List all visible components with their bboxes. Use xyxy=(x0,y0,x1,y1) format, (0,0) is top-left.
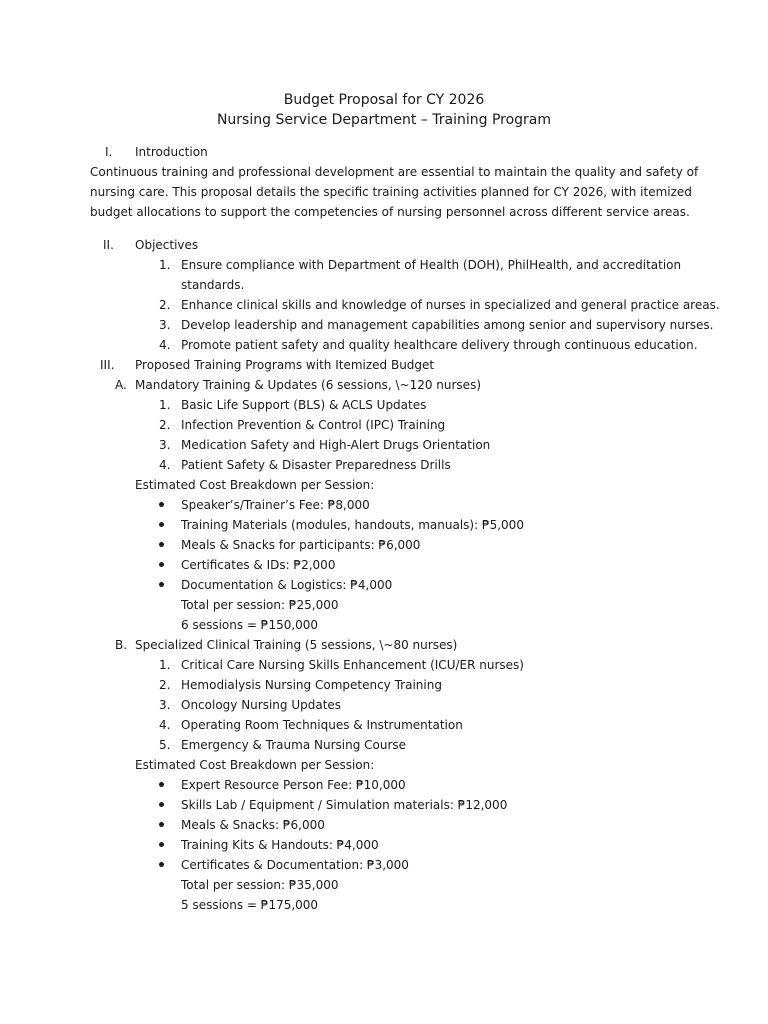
total-per-session: Total per session: ₱35,000 xyxy=(181,878,339,892)
section-heading: Proposed Training Programs with Itemized Budget xyxy=(135,358,435,372)
bullet-icon xyxy=(159,802,164,807)
bullet-icon xyxy=(159,542,164,547)
document-subtitle: Nursing Service Department – Training Program xyxy=(216,112,552,128)
bullet-icon xyxy=(159,822,164,827)
item-number: 5. xyxy=(159,738,171,752)
bullet-icon xyxy=(159,502,164,507)
item-text: Patient Safety & Disaster Preparedness Drills xyxy=(181,458,451,472)
cost-text: Meals & Snacks: ₱6,000 xyxy=(181,818,325,832)
item-text: Operating Room Techniques & Instrumentation xyxy=(181,718,463,732)
cost-text: Training Materials (modules, handouts, manuals): ₱5,000 xyxy=(181,518,524,532)
item-number: 2. xyxy=(159,298,171,312)
bullet-icon xyxy=(159,562,164,567)
item-text: Develop leadership and management capabilities among senior and supervisory nurses. xyxy=(181,318,714,332)
subsection-letter: B. xyxy=(115,638,128,652)
subsection-heading: Mandatory Training & Updates (6 sessions, \~120 nurses) xyxy=(135,378,482,392)
section-heading: Introduction xyxy=(135,145,208,159)
item-number: 3. xyxy=(159,698,171,712)
cost-text: Documentation & Logistics: ₱4,000 xyxy=(181,578,393,592)
paragraph-line: Continuous training and professional development are essential to maintain the quality and safety of xyxy=(90,165,699,179)
section-heading: Objectives xyxy=(135,238,199,252)
item-number: 3. xyxy=(159,318,171,332)
item-text: Infection Prevention & Control (IPC) Training xyxy=(181,418,446,432)
cost-breakdown-heading: Estimated Cost Breakdown per Session: xyxy=(135,758,375,772)
item-number: 4. xyxy=(159,338,171,352)
item-text: Enhance clinical skills and knowledge of nurses in specialized and general practice areas. xyxy=(181,298,720,312)
item-number: 1. xyxy=(159,258,171,272)
document-title: Budget Proposal for CY 2026 xyxy=(283,92,485,108)
cost-text: Meals & Snacks for participants: ₱6,000 xyxy=(181,538,421,552)
section-number: I. xyxy=(105,145,113,159)
item-text: Medication Safety and High-Alert Drugs Orientation xyxy=(181,438,491,452)
cost-text: Skills Lab / Equipment / Simulation materials: ₱12,000 xyxy=(181,798,508,812)
cost-text: Training Kits & Handouts: ₱4,000 xyxy=(181,838,379,852)
bullet-icon xyxy=(159,522,164,527)
total-per-session: Total per session: ₱25,000 xyxy=(181,598,339,612)
item-number: 2. xyxy=(159,418,171,432)
bullet-icon xyxy=(159,582,164,587)
intro-paragraph xyxy=(90,162,698,222)
item-text: standards. xyxy=(181,278,245,292)
item-number: 1. xyxy=(159,658,171,672)
item-number: 2. xyxy=(159,678,171,692)
cost-text: Certificates & IDs: ₱2,000 xyxy=(181,558,336,572)
total-sessions: 5 sessions = ₱175,000 xyxy=(181,898,319,912)
item-text: Critical Care Nursing Skills Enhancement (ICU/ER nurses) xyxy=(181,658,524,672)
bullet-icon xyxy=(159,782,164,787)
title-block xyxy=(0,90,768,130)
bullet-icon xyxy=(159,842,164,847)
item-text: Emergency & Trauma Nursing Course xyxy=(181,738,407,752)
item-number: 1. xyxy=(159,398,171,412)
item-text: Promote patient safety and quality healthcare delivery through continuous education. xyxy=(181,338,698,352)
item-text: Hemodialysis Nursing Competency Training xyxy=(181,678,442,692)
item-text: Ensure compliance with Department of Health (DOH), PhilHealth, and accreditation xyxy=(181,258,682,272)
section-number: III. xyxy=(100,358,115,372)
cost-text: Certificates & Documentation: ₱3,000 xyxy=(181,858,409,872)
subsection-heading: Specialized Clinical Training (5 sessions, \~80 nurses) xyxy=(135,638,458,652)
paragraph-line: nursing care. This proposal details the specific training activities planned for CY 2026, with itemized xyxy=(90,185,692,199)
subsection-letter: A. xyxy=(115,378,127,392)
item-text: Basic Life Support (BLS) & ACLS Updates xyxy=(181,398,427,412)
item-text: Oncology Nursing Updates xyxy=(181,698,342,712)
bullet-icon xyxy=(159,862,164,867)
item-number: 3. xyxy=(159,438,171,452)
cost-text: Speaker’s/Trainer’s Fee: ₱8,000 xyxy=(181,498,370,512)
total-sessions: 6 sessions = ₱150,000 xyxy=(181,618,319,632)
item-number: 4. xyxy=(159,458,171,472)
paragraph-line: budget allocations to support the competencies of nursing personnel across different service areas. xyxy=(90,205,690,219)
item-number: 4. xyxy=(159,718,171,732)
cost-breakdown-heading: Estimated Cost Breakdown per Session: xyxy=(135,478,375,492)
cost-text: Expert Resource Person Fee: ₱10,000 xyxy=(181,778,406,792)
section-number: II. xyxy=(103,238,114,252)
